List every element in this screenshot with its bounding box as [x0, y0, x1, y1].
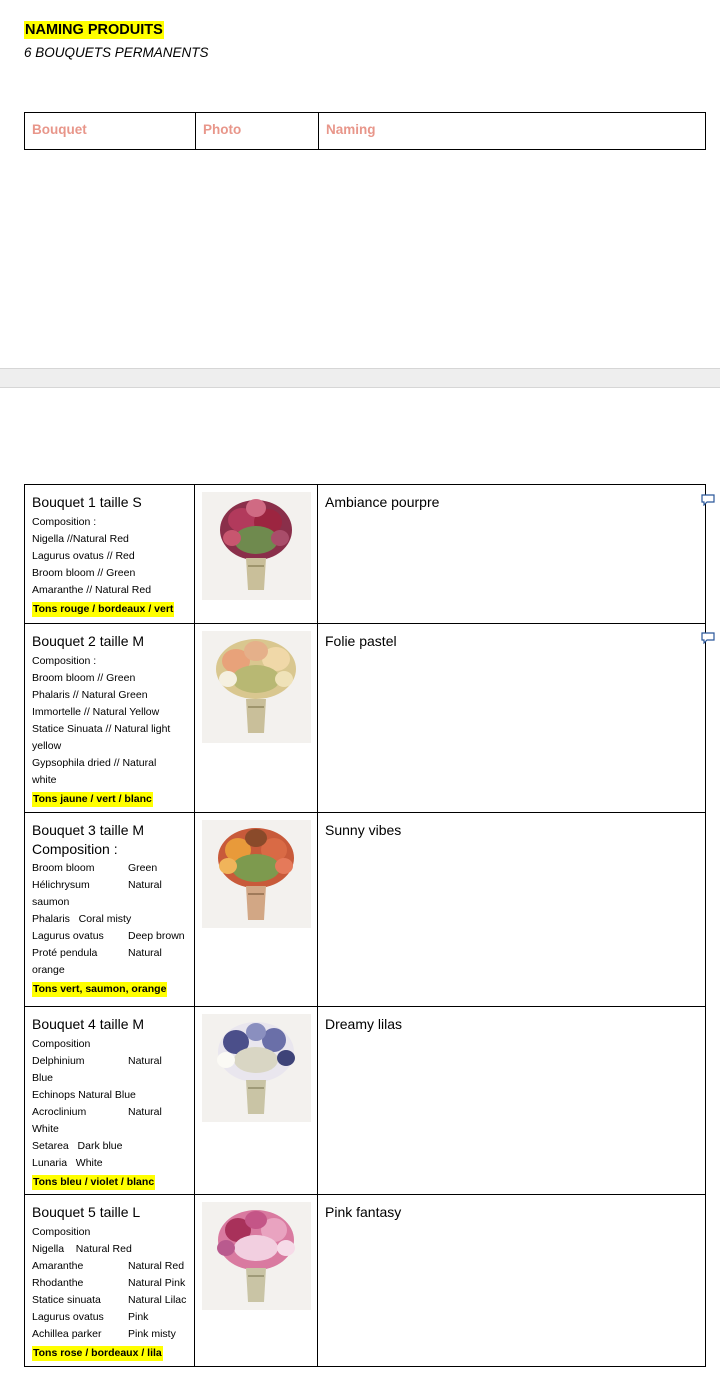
composition-line: Blue	[32, 1072, 54, 1084]
comment-icon[interactable]	[701, 632, 715, 644]
composition-line: Echinops Natural Blue	[32, 1089, 136, 1101]
composition-line: Amaranthe Natural Red	[32, 1260, 185, 1272]
composition-line: Lagurus ovatus // Red	[32, 550, 135, 562]
tones-highlight: Tons jaune / vert / blanc	[33, 793, 152, 805]
tones-highlight: Tons vert, saumon, orange	[33, 983, 167, 995]
bouquet-cell	[25, 624, 195, 812]
header-photo: Photo	[195, 113, 318, 149]
tones-highlight: Tons rouge / bordeaux / vert	[33, 603, 174, 615]
bouquet-photo	[202, 1014, 311, 1122]
composition-line: Setarea Dark blue	[32, 1140, 123, 1152]
document-title: NAMING PRODUITS	[25, 22, 163, 38]
composition-line: Phalaris Coral misty	[32, 913, 132, 925]
bouquet-cell	[25, 813, 195, 1006]
bouquet-name: Bouquet 2 taille M	[32, 633, 145, 649]
composition-line: Delphinium Natural	[32, 1055, 162, 1067]
bouquet-name: Bouquet 4 taille M	[32, 1016, 145, 1032]
table-row	[25, 1194, 705, 1366]
composition-line: Gypsophila dried // Natural white	[32, 757, 157, 786]
bouquet-photo	[202, 820, 311, 928]
tones-highlight: Tons rose / bordeaux / lila	[33, 1347, 162, 1359]
comment-icon[interactable]	[701, 494, 715, 506]
composition-line: White	[32, 1123, 59, 1135]
composition-line: saumon	[32, 896, 70, 908]
photo-cell	[195, 624, 318, 812]
composition-line: Immortelle // Natural Yellow	[32, 706, 160, 718]
table-row	[25, 812, 705, 1006]
bouquet-photo	[202, 631, 311, 739]
header-naming: Naming	[318, 113, 705, 149]
composition-line: orange	[32, 964, 65, 976]
table-row	[25, 485, 705, 623]
composition-line: Lagurus ovatus Pink	[32, 1311, 149, 1323]
composition-line: Lagurus ovatus Deep brown	[32, 930, 185, 942]
naming-cell: Pink fantasy	[325, 1204, 402, 1220]
bouquet-name: Bouquet 3 taille M	[32, 822, 145, 838]
composition-line: Hélichrysum Natural	[32, 879, 162, 891]
composition-label: Composition	[32, 1226, 91, 1238]
composition-line: Nigella Natural Red	[32, 1243, 132, 1255]
composition-line: Broom bloom Green	[32, 862, 158, 874]
naming-cell: Ambiance pourpre	[325, 494, 440, 510]
naming-cell: Folie pastel	[325, 633, 397, 649]
naming-cell: Dreamy lilas	[325, 1016, 403, 1032]
composition-line: Statice Sinuata // Natural light yellow	[32, 723, 171, 752]
composition-line: Acroclinium Natural	[32, 1106, 162, 1118]
composition-line: Achillea parker Pink misty	[32, 1328, 176, 1340]
document-page-2	[0, 388, 720, 1400]
photo-cell	[195, 485, 318, 623]
composition-label: Composition :	[32, 841, 118, 857]
bouquet-name: Bouquet 1 taille S	[32, 494, 142, 510]
composition-line: Rhodanthe Natural Pink	[32, 1277, 186, 1289]
composition-line: Amaranthe // Natural Red	[32, 584, 152, 596]
composition-line: Broom bloom // Green	[32, 672, 136, 684]
composition-line: Statice sinuata Natural Lilac	[32, 1294, 187, 1306]
bouquet-table	[24, 484, 706, 1367]
header-bouquet: Bouquet	[32, 122, 87, 137]
document-page-1	[0, 0, 720, 368]
bouquet-cell	[25, 485, 195, 623]
composition-line: Proté pendula Natural	[32, 947, 162, 959]
composition-line: Lunaria White	[32, 1157, 103, 1169]
photo-cell	[195, 1195, 318, 1366]
composition-label: Composition :	[32, 655, 97, 667]
photo-cell	[195, 813, 318, 1006]
composition-line: Nigella //Natural Red	[32, 533, 129, 545]
table-row	[25, 623, 705, 812]
table-header	[24, 112, 706, 150]
bouquet-name: Bouquet 5 taille L	[32, 1204, 141, 1220]
composition-line: Broom bloom // Green	[32, 567, 136, 579]
composition-line: Phalaris // Natural Green	[32, 689, 148, 701]
tones-highlight: Tons bleu / violet / blanc	[33, 1176, 155, 1188]
naming-cell: Sunny vibes	[325, 822, 402, 838]
bouquet-cell	[25, 1195, 195, 1366]
document-subtitle: 6 BOUQUETS PERMANENTS	[24, 45, 209, 60]
page-separator	[0, 368, 720, 388]
composition-label: Composition	[32, 1038, 91, 1050]
bouquet-cell	[25, 1007, 195, 1194]
photo-cell	[195, 1007, 318, 1194]
bouquet-photo	[202, 1202, 311, 1310]
composition-label: Composition :	[32, 516, 97, 528]
table-row	[25, 1006, 705, 1194]
bouquet-photo	[202, 492, 311, 600]
